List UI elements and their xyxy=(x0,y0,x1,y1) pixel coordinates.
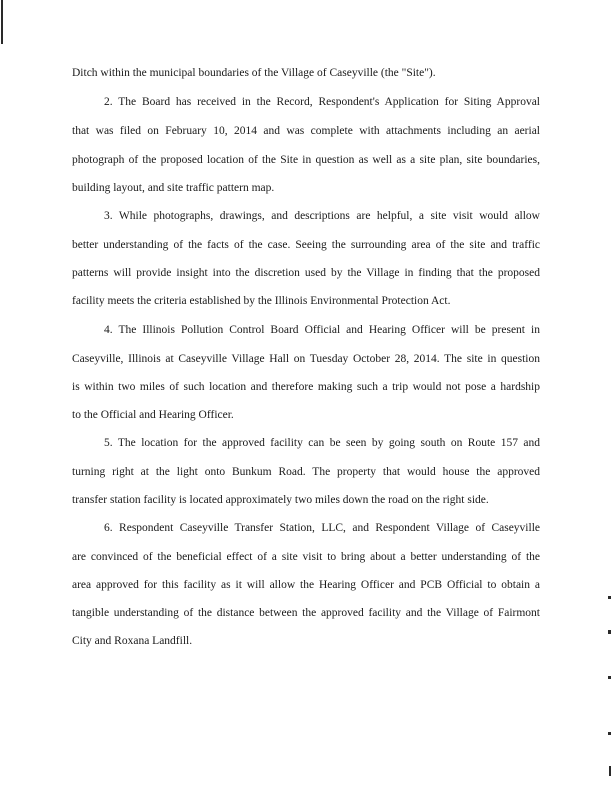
text-line: area approved for this facility as it will allow the Hearing Officer and PCB Official to obtain a xyxy=(72,579,540,591)
text-line: building layout, and site traffic pattern map. xyxy=(72,182,275,194)
text-line: Ditch within the municipal boundaries of the Village of Caseyville (the "Site"). xyxy=(72,67,436,79)
text-line: that was filed on February 10, 2014 and was complete with attachments including an aerial xyxy=(72,125,540,137)
scan-artifact-right-3 xyxy=(608,676,611,679)
text-line: to the Official and Hearing Officer. xyxy=(72,409,234,421)
text-line: facility meets the criteria established by the Illinois Environmental Protection Act. xyxy=(72,295,451,307)
paragraph-6-first-line: 6. Respondent Caseyville Transfer Station, LLC, and Respondent Village of Caseyville xyxy=(104,522,540,534)
paragraph-3-first-line: 3. While photographs, drawings, and descriptions are helpful, a site visit would allow xyxy=(104,210,540,222)
paragraph-4-first-line: 4. The Illinois Pollution Control Board Official and Hearing Officer will be present in xyxy=(104,324,540,336)
scan-artifact-right-5 xyxy=(609,766,611,776)
text-line: City and Roxana Landfill. xyxy=(72,635,193,647)
scan-artifact-right-2 xyxy=(608,630,611,634)
paragraph-2-first-line: 2. The Board has received in the Record, Respondent's Application for Siting Approval xyxy=(104,96,540,108)
text-line: tangible understanding of the distance between the approved facility and the Village of Fairmont xyxy=(72,607,540,619)
text-line: Caseyville, Illinois at Caseyville Village Hall on Tuesday October 28, 2014. The site in question xyxy=(72,353,540,365)
scan-artifact-right-4 xyxy=(608,732,611,735)
scan-artifact-right-1 xyxy=(608,596,611,599)
text-line: are convinced of the beneficial effect of a site visit to bring about a better understanding of the xyxy=(72,551,540,563)
text-line: better understanding of the facts of the case. Seeing the surrounding area of the site and traffic xyxy=(72,239,540,251)
text-line: is within two miles of such location and therefore making such a trip would not pose a hardship xyxy=(72,381,540,393)
scan-artifact-top-left xyxy=(1,0,3,44)
paragraph-5-first-line: 5. The location for the approved facility can be seen by going south on Route 157 and xyxy=(104,437,540,449)
text-line: turning right at the light onto Bunkum Road. The property that would house the approved xyxy=(72,466,540,478)
text-line: patterns will provide insight into the discretion used by the Village in finding that the proposed xyxy=(72,267,540,279)
text-line: photograph of the proposed location of the Site in question as well as a site plan, site boundaries, xyxy=(72,154,540,166)
text-line: transfer station facility is located approximately two miles down the road on the right side. xyxy=(72,494,489,506)
